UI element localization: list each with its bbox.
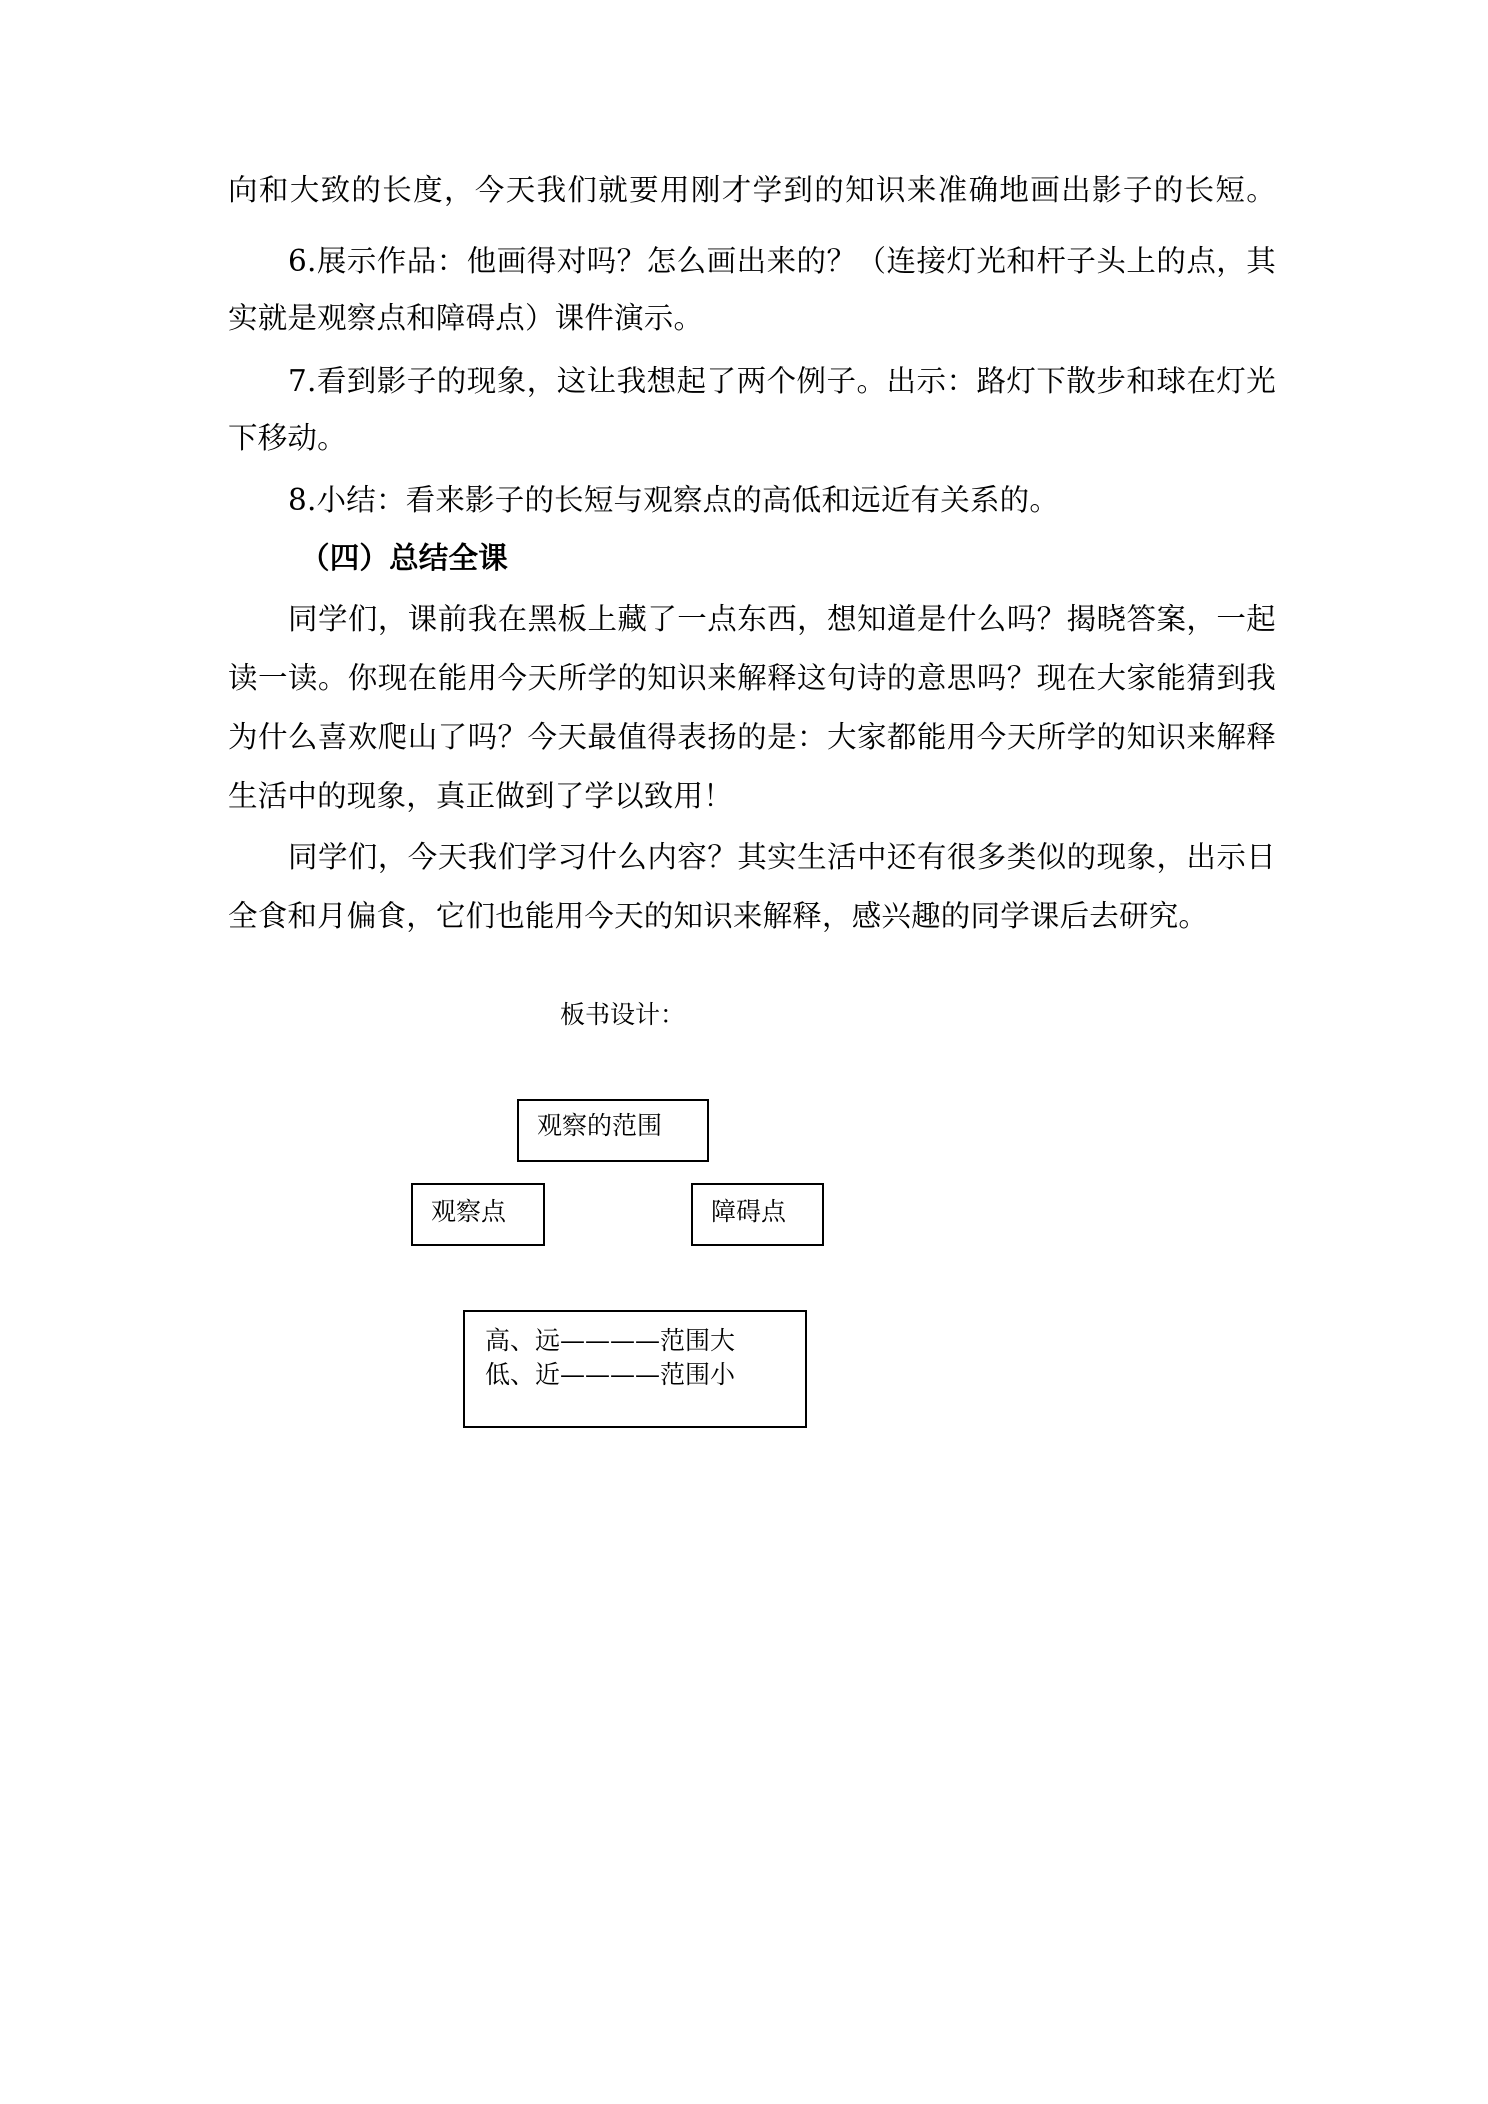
paragraph-line-1: 向和大致的长度，今天我们就要用刚才学到的知识来准确地画出影子的长短。 — [228, 173, 1276, 207]
range-result-box — [463, 1310, 807, 1428]
paragraph-summary-3: 为什么喜欢爬山了吗？今天最值得表扬的是：大家都能用今天所学的知识来解释 — [228, 720, 1276, 754]
board-design-title: 板书设计： — [560, 1000, 686, 1029]
observation-point-box — [411, 1183, 545, 1246]
observation-range-label: 观察的范围 — [537, 1111, 663, 1140]
observation-range-box — [517, 1099, 709, 1162]
paragraph-closing-1: 同学们，今天我们学习什么内容？其实生活中还有很多类似的现象，出示日 — [288, 840, 1276, 874]
paragraph-summary-4: 生活中的现象，真正做到了学以致用！ — [228, 779, 733, 813]
paragraph-item-6: 6.展示作品：他画得对吗？怎么画出来的？（连接灯光和杆子头上的点，其 — [288, 244, 1276, 278]
range-result-line-high: 高、远————范围大 — [485, 1326, 736, 1355]
obstacle-point-box — [691, 1183, 824, 1246]
section-heading: （四）总结全课 — [300, 541, 508, 575]
paragraph-summary-2: 读一读。你现在能用今天所学的知识来解释这句诗的意思吗？现在大家能猜到我 — [228, 661, 1276, 695]
observation-point-label: 观察点 — [431, 1197, 507, 1226]
paragraph-item-8: 8.小结：看来影子的长短与观察点的高低和远近有关系的。 — [288, 483, 1060, 517]
paragraph-item-6-cont: 实就是观察点和障碍点）课件演示。 — [228, 301, 704, 335]
paragraph-item-7-cont: 下移动。 — [228, 421, 347, 455]
paragraph-item-7: 7.看到影子的现象，这让我想起了两个例子。出示：路灯下散步和球在灯光 — [288, 364, 1276, 398]
range-result-line-low: 低、近————范围小 — [485, 1360, 736, 1389]
paragraph-summary-1: 同学们，课前我在黑板上藏了一点东西，想知道是什么吗？揭晓答案，一起 — [288, 602, 1276, 636]
paragraph-closing-2: 全食和月偏食，它们也能用今天的知识来解释，感兴趣的同学课后去研究。 — [228, 899, 1209, 933]
obstacle-point-label: 障碍点 — [711, 1197, 787, 1226]
